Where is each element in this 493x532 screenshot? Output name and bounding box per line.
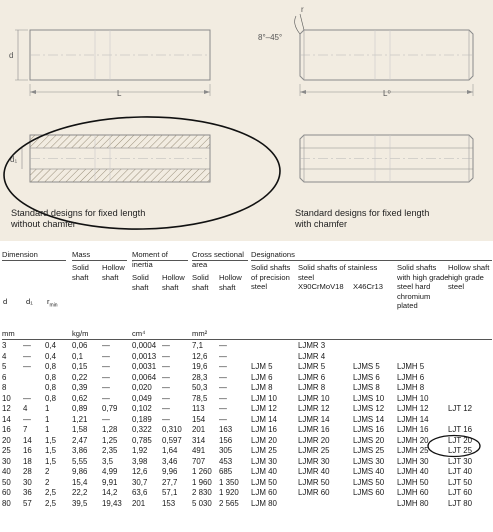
cell-moment-hollow: — — [162, 383, 170, 392]
cell-area-solid: 113 — [192, 404, 205, 413]
cell-hollow-highgrade: LJT 20 — [448, 435, 472, 445]
cell-area-hollow: 1 350 — [219, 477, 239, 487]
cell-mass-hollow: 4,99 — [102, 467, 118, 476]
cell-moment-hollow: — — [162, 393, 170, 403]
cell-rmin: 0,8 — [45, 372, 56, 382]
cell-moment-solid: 63,6 — [132, 488, 148, 497]
cell-d: 25 — [2, 446, 11, 455]
cell-stainless-x90: LJMR 50 — [298, 477, 330, 487]
table-row — [2, 499, 492, 510]
rule-units — [2, 339, 492, 340]
cell-area-hollow: 453 — [219, 456, 233, 466]
header-d: d — [3, 297, 8, 306]
header-rmin-main: r — [47, 297, 50, 306]
header-mass: Mass — [72, 250, 91, 259]
cell-moment-solid: 3,98 — [132, 456, 148, 466]
cell-stainless-x46: LJMS 40 — [353, 467, 385, 476]
shaft-drawings — [0, 0, 493, 241]
cell-d: 3 — [2, 341, 7, 350]
cell-hard-chrome: LJMH 14 — [397, 414, 429, 424]
cell-stainless-x90: LJMR 6 — [298, 372, 326, 382]
cell-moment-solid: 0,0013 — [132, 351, 157, 361]
cell-hard-chrome: LJMH 25 — [397, 446, 429, 455]
header-rmin — [47, 297, 58, 311]
cell-moment-hollow: 153 — [162, 498, 176, 508]
cell-hard-chrome: LJMH 80 — [397, 498, 429, 508]
unit-moment: cm⁴ — [132, 329, 146, 338]
cell-mass-hollow: — — [102, 393, 110, 403]
cell-d: 20 — [2, 435, 11, 445]
cell-mass-solid: 0,15 — [72, 362, 88, 371]
table-row — [2, 457, 492, 468]
cell-mass-solid: 1,21 — [72, 414, 88, 424]
cell-stainless-x90: LJMR 30 — [298, 456, 330, 466]
cell-stainless-x90: LJMR 8 — [298, 383, 326, 392]
cell-area-solid: 2 830 — [192, 488, 212, 497]
table-row — [2, 436, 492, 447]
header-stainless-steel: Solid shafts of stainless steel — [298, 263, 378, 282]
cell-area-solid: 707 — [192, 456, 206, 466]
cell-hollow-highgrade: LJT 60 — [448, 488, 472, 497]
cell-precision: LJM 14 — [251, 414, 277, 424]
cell-moment-solid: 0,049 — [132, 393, 152, 403]
cell-d1: — — [23, 362, 31, 371]
header-d1: d₁ — [26, 297, 33, 306]
cell-stainless-x90: LJMR 4 — [298, 351, 326, 361]
cell-hollow-highgrade: LJT 50 — [448, 477, 472, 487]
cell-precision: LJM 25 — [251, 446, 277, 455]
cell-area-hollow: — — [219, 414, 227, 424]
cell-rmin: 1 — [45, 425, 50, 434]
cell-stainless-x90: LJMR 25 — [298, 446, 330, 455]
cell-area-hollow: 685 — [219, 467, 233, 476]
cell-moment-hollow: — — [162, 362, 170, 371]
cell-stainless-x46: LJMS 50 — [353, 477, 385, 487]
cell-rmin: 0,8 — [45, 383, 56, 392]
cell-d1: — — [23, 414, 31, 424]
cell-mass-solid: 22,2 — [72, 488, 88, 497]
cell-mass-hollow: 14,2 — [102, 488, 118, 497]
cell-precision: LJM 12 — [251, 404, 277, 413]
cell-rmin: 1 — [45, 404, 50, 413]
cell-moment-hollow: 0,597 — [162, 435, 182, 445]
header-moment-solid: Solid shaft — [132, 273, 149, 292]
cell-area-solid: 28,3 — [192, 372, 208, 382]
header-moment-hollow: Hollow shaft — [162, 273, 185, 292]
cell-d1: — — [23, 341, 31, 350]
caption-without-chamfer: Standard designs for fixed length without chamfer — [11, 208, 146, 229]
cell-stainless-x46: LJMS 12 — [353, 404, 385, 413]
cell-moment-solid: 0,322 — [132, 425, 152, 434]
cell-stainless-x90: LJMR 16 — [298, 425, 330, 434]
cell-moment-hollow: — — [162, 414, 170, 424]
cell-area-hollow: — — [219, 351, 227, 361]
cell-precision: LJM 6 — [251, 372, 273, 382]
cell-stainless-x46: LJMS 20 — [353, 435, 385, 445]
cell-d1: — — [23, 393, 31, 403]
cell-stainless-x90: LJMR 14 — [298, 414, 330, 424]
cell-area-solid: 154 — [192, 414, 206, 424]
cell-area-hollow: 1 920 — [219, 488, 239, 497]
table-row — [2, 425, 492, 436]
cell-d1: 4 — [23, 404, 28, 413]
technical-drawing-panel — [0, 0, 493, 241]
cell-area-hollow: — — [219, 404, 227, 413]
cell-hard-chrome: LJMH 16 — [397, 425, 429, 434]
cell-moment-hollow: — — [162, 351, 170, 361]
header-mass-solid: Solid shaft — [72, 263, 89, 282]
rule-designations — [251, 260, 492, 261]
cell-area-solid: 19,6 — [192, 362, 208, 371]
cell-rmin: 0,8 — [45, 362, 56, 371]
cell-rmin: 2 — [45, 477, 50, 487]
cell-d1: 30 — [23, 477, 32, 487]
cell-mass-solid: 0,89 — [72, 404, 88, 413]
cell-moment-solid: 201 — [132, 498, 146, 508]
unit-mm: mm — [2, 329, 15, 338]
cell-area-solid: 1 960 — [192, 477, 212, 487]
cell-moment-hollow: 1,64 — [162, 446, 178, 455]
cell-rmin: 0,8 — [45, 393, 56, 403]
cell-moment-solid: 12,6 — [132, 467, 148, 476]
cell-area-solid: 12,6 — [192, 351, 208, 361]
cell-stainless-x46: LJMS 16 — [353, 425, 385, 434]
cell-hollow-highgrade: LJT 40 — [448, 467, 472, 476]
cell-mass-hollow: 19,43 — [102, 498, 122, 508]
cell-area-solid: 5 030 — [192, 498, 212, 508]
cell-rmin: 1,5 — [45, 446, 56, 455]
cell-d1: 16 — [23, 446, 32, 455]
cell-hollow-highgrade: LJT 80 — [448, 498, 472, 508]
cell-d: 14 — [2, 414, 11, 424]
cell-hard-chrome: LJMH 30 — [397, 456, 429, 466]
header-cross-section: Cross sectional area — [192, 250, 244, 269]
table-row — [2, 394, 492, 405]
cell-rmin: 2,5 — [45, 498, 56, 508]
cell-hollow-highgrade: LJT 12 — [448, 404, 472, 413]
cell-area-hollow: 156 — [219, 435, 233, 445]
cell-moment-hollow: — — [162, 404, 170, 413]
cell-stainless-x90: LJMR 40 — [298, 467, 330, 476]
cell-hard-chrome: LJMH 6 — [397, 372, 425, 382]
cell-d1: 18 — [23, 456, 32, 466]
solid-shaft-plain-drawing — [15, 30, 210, 96]
cell-hard-chrome: LJMH 40 — [397, 467, 429, 476]
table-row — [2, 373, 492, 384]
cell-hard-chrome: LJMH 12 — [397, 404, 429, 413]
cell-moment-hollow: — — [162, 372, 170, 382]
cell-stainless-x90: LJMR 5 — [298, 362, 326, 371]
cell-mass-hollow: — — [102, 362, 110, 371]
cell-hard-chrome: LJMH 8 — [397, 383, 425, 392]
table-row — [2, 383, 492, 394]
cell-moment-solid: 0,0004 — [132, 341, 157, 350]
cell-mass-hollow: — — [102, 351, 110, 361]
cell-moment-solid: 0,189 — [132, 414, 152, 424]
cell-precision: LJM 50 — [251, 477, 277, 487]
table-row — [2, 415, 492, 426]
table-row — [2, 488, 492, 499]
cell-mass-hollow: — — [102, 414, 110, 424]
cell-stainless-x46: LJMS 25 — [353, 446, 385, 455]
cell-area-hollow: 305 — [219, 446, 233, 455]
cell-stainless-x46: LJMS 30 — [353, 456, 385, 466]
cell-rmin: 1,5 — [45, 456, 56, 466]
unit-mass: kg/m — [72, 329, 89, 338]
header-designations: Designations — [251, 250, 295, 259]
cell-d: 60 — [2, 488, 11, 497]
cell-d: 16 — [2, 425, 11, 434]
cell-mass-hollow: 0,79 — [102, 404, 118, 413]
header-precision-steel: Solid shafts of precision steel — [251, 263, 291, 291]
cell-precision: LJM 5 — [251, 362, 273, 371]
table-row — [2, 362, 492, 373]
cell-moment-hollow: 57,1 — [162, 488, 178, 497]
cell-mass-solid: 0,39 — [72, 383, 88, 392]
cell-d1: — — [23, 351, 31, 361]
rule-mass — [72, 260, 127, 261]
cell-rmin: 2,5 — [45, 488, 56, 497]
header-mass-hollow: Hollow shaft — [102, 263, 125, 282]
cell-area-solid: 314 — [192, 435, 206, 445]
cell-stainless-x46: LJMS 10 — [353, 393, 385, 403]
header-moment: Moment of inertia — [132, 250, 168, 269]
cell-moment-hollow: 27,7 — [162, 477, 178, 487]
cell-stainless-x46: LJMS 6 — [353, 372, 380, 382]
cell-mass-hollow: — — [102, 372, 110, 382]
cell-precision: LJM 40 — [251, 467, 277, 476]
cell-d: 30 — [2, 456, 11, 466]
cell-precision: LJM 16 — [251, 425, 277, 434]
cell-hard-chrome: LJMH 50 — [397, 477, 429, 487]
cell-precision: LJM 80 — [251, 498, 277, 508]
unit-area: mm² — [192, 329, 208, 338]
cell-stainless-x46: LJMS 60 — [353, 488, 385, 497]
cell-stainless-x46: LJMS 14 — [353, 414, 385, 424]
cell-mass-solid: 9,86 — [72, 467, 88, 476]
cell-area-solid: 1 260 — [192, 467, 212, 476]
cell-rmin: 1,5 — [45, 435, 56, 445]
table-row — [2, 404, 492, 415]
cell-rmin: 2 — [45, 467, 50, 476]
cell-mass-solid: 39,5 — [72, 498, 88, 508]
cell-d: 12 — [2, 404, 11, 413]
cell-mass-solid: 2,47 — [72, 435, 88, 445]
cell-d1: 28 — [23, 467, 32, 476]
cell-rmin: 0,4 — [45, 341, 56, 350]
cell-area-hollow: — — [219, 372, 227, 382]
cell-stainless-x90: LJMR 60 — [298, 488, 330, 497]
label-l: L — [117, 89, 122, 98]
cell-mass-solid: 3,86 — [72, 446, 88, 455]
cell-d: 8 — [2, 383, 7, 392]
cell-precision: LJM 60 — [251, 488, 277, 497]
cell-d: 4 — [2, 351, 7, 361]
header-area-hollow: Hollow shaft — [219, 273, 242, 292]
cell-mass-solid: 0,62 — [72, 393, 88, 403]
cell-hard-chrome: LJMH 10 — [397, 393, 429, 403]
chamfer-angle-label: 8°–45° — [258, 33, 283, 42]
solid-shaft-chamfer-drawing — [295, 14, 473, 96]
cell-precision: LJM 30 — [251, 456, 277, 466]
cell-hard-chrome: LJMH 60 — [397, 488, 429, 497]
cell-area-hollow: — — [219, 362, 227, 371]
cell-stainless-x90: LJMR 10 — [298, 393, 330, 403]
rule-moment — [132, 260, 188, 261]
cell-rmin: 0,4 — [45, 351, 56, 361]
table-row — [2, 341, 492, 352]
header-x46cr13: X46Cr13 — [353, 282, 383, 291]
cell-moment-hollow: — — [162, 341, 170, 350]
cell-d: 80 — [2, 498, 11, 508]
table-row — [2, 467, 492, 478]
cell-hollow-highgrade: LJT 30 — [448, 456, 472, 466]
cell-d1: 14 — [23, 435, 32, 445]
cell-precision: LJM 10 — [251, 393, 277, 403]
caption-with-chamfer: Standard designs for fixed length with chamfer — [295, 208, 430, 229]
cell-d1: 7 — [23, 425, 28, 434]
cell-mass-solid: 0,1 — [72, 351, 83, 361]
cell-d: 5 — [2, 362, 7, 371]
cell-precision: LJM 8 — [251, 383, 273, 392]
cell-moment-solid: 0,020 — [132, 383, 152, 392]
rule-cross — [192, 260, 248, 261]
label-r: r — [301, 5, 304, 14]
hollow-shaft-plain-drawing — [22, 135, 210, 182]
cell-mass-solid: 0,06 — [72, 341, 88, 350]
cell-d: 10 — [2, 393, 11, 403]
cell-mass-hollow: 3,5 — [102, 456, 113, 466]
cell-mass-hollow: 1,28 — [102, 425, 118, 434]
hollow-shaft-chamfer-drawing — [300, 135, 473, 182]
cell-mass-hollow: 2,35 — [102, 446, 118, 455]
cell-area-solid: 491 — [192, 446, 206, 455]
header-rmin-sub: min — [49, 302, 58, 309]
cell-stainless-x90: LJMR 20 — [298, 435, 330, 445]
cell-area-solid: 78,5 — [192, 393, 208, 403]
cell-mass-solid: 15,4 — [72, 477, 88, 487]
cell-moment-hollow: 3,46 — [162, 456, 178, 466]
cell-area-hollow: 163 — [219, 425, 233, 434]
cell-hollow-highgrade: LJT 25 — [448, 446, 472, 455]
table-row — [2, 352, 492, 363]
cell-moment-solid: 0,0064 — [132, 372, 157, 382]
table-row — [2, 478, 492, 489]
cell-stainless-x90: LJMR 12 — [298, 404, 330, 413]
table-row — [2, 446, 492, 457]
cell-rmin: 1 — [45, 414, 50, 424]
rule-dimension — [2, 260, 66, 261]
cell-d: 6 — [2, 372, 7, 382]
cell-mass-hollow: — — [102, 383, 110, 392]
header-area-solid: Solid shaft — [192, 273, 209, 292]
header-hollow-high-grade: Hollow shaft high grade steel — [448, 263, 490, 291]
cell-mass-hollow: 9,91 — [102, 477, 118, 487]
cell-d: 50 — [2, 477, 11, 487]
cell-moment-solid: 0,785 — [132, 435, 152, 445]
cell-d: 40 — [2, 467, 11, 476]
cell-moment-solid: 0,0031 — [132, 362, 157, 371]
cell-stainless-x46: LJMS 5 — [353, 362, 380, 371]
cell-moment-hollow: 9,96 — [162, 467, 178, 476]
cell-hard-chrome: LJMH 5 — [397, 362, 425, 371]
label-d1: d₁ — [10, 155, 18, 164]
cell-moment-solid: 0,102 — [132, 404, 152, 413]
cell-mass-hollow: — — [102, 341, 110, 350]
header-hard-chrome: Solid shafts with high grade steel hard chromium plated — [397, 263, 449, 310]
cell-d1: 36 — [23, 488, 32, 497]
cell-area-solid: 7,1 — [192, 341, 203, 350]
cell-area-hollow: — — [219, 383, 227, 392]
label-l0: L⁰ — [383, 89, 391, 98]
cell-stainless-x46: LJMS 8 — [353, 383, 380, 392]
cell-area-solid: 201 — [192, 425, 206, 434]
cell-d1: 57 — [23, 498, 32, 508]
cell-hollow-highgrade: LJT 16 — [448, 425, 472, 434]
cell-stainless-x90: LJMR 3 — [298, 341, 326, 350]
label-d: d — [9, 51, 14, 60]
cell-mass-hollow: 1,25 — [102, 435, 118, 445]
cell-area-hollow: — — [219, 341, 227, 350]
cell-precision: LJM 20 — [251, 435, 277, 445]
highlight-ljt20-ellipse — [426, 434, 482, 458]
cell-area-hollow: — — [219, 393, 227, 403]
cell-area-hollow: 2 565 — [219, 498, 239, 508]
cell-moment-solid: 1,92 — [132, 446, 148, 455]
header-dimension: Dimension — [2, 250, 38, 259]
cell-mass-solid: 0,22 — [72, 372, 88, 382]
cell-mass-solid: 1,58 — [72, 425, 88, 434]
cell-moment-hollow: 0,310 — [162, 425, 182, 434]
cell-hard-chrome: LJMH 20 — [397, 435, 429, 445]
header-x90crmov18: X90CrMoV18 — [298, 282, 344, 291]
cell-moment-solid: 30,7 — [132, 477, 148, 487]
cell-mass-solid: 5,55 — [72, 456, 88, 466]
cell-area-solid: 50,3 — [192, 383, 208, 392]
